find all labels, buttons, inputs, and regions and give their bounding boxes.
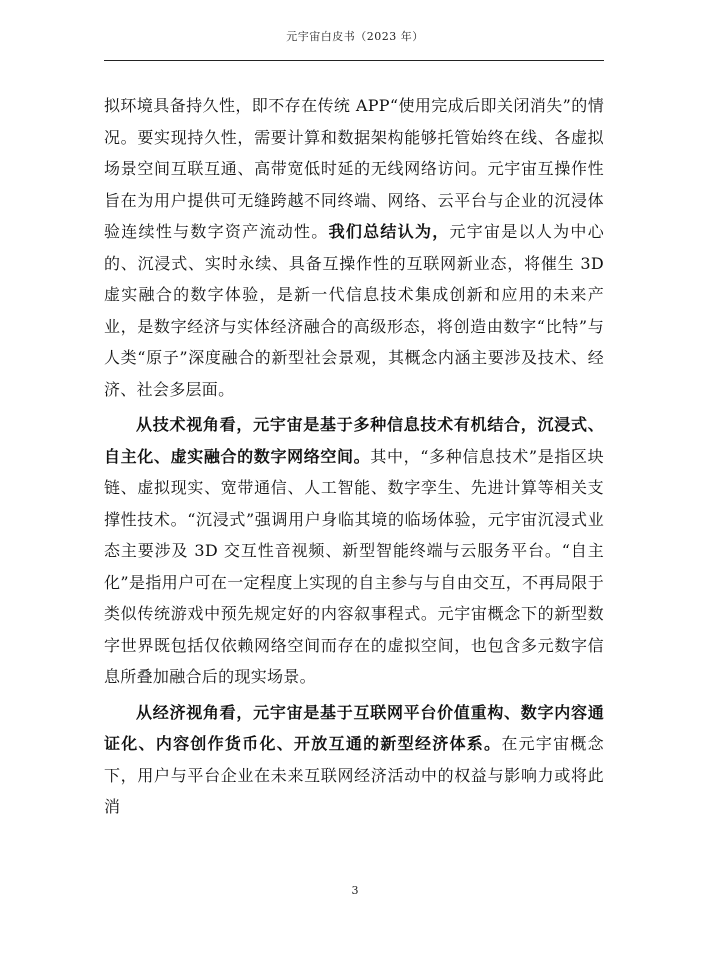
paragraph-3-text: 在元宇宙概念下，用户与平台企业在未来互联网经济活动中的权益与影响力或将此消 [104,734,604,816]
paragraph-3 [104,697,604,823]
running-header: 元宇宙白皮书（2023 年） [286,30,424,43]
paragraph-3-lead: 从经济视角看，元宇宙是基于互联网平台价值重构、数字内容通证化、内容创作货币化、开放互通的新型经济体系。 [104,702,604,753]
paragraph-1-definition: 元宇宙是以人为中心的、沉浸式、实时永续、具备互操作性的互联网新业态，将催生 3D 虚实融合的数字体验，是新一代信息技术集成创新和应用的未来产业，是数字经济与实体经济融合的高级形态，将创造由数字“比特”与人类“原子”深度融合的新型社会景观，其概念内涵主要涉及技术、经济、社会多层面。 [104,222,604,399]
paragraph-2-lead: 从技术视角看，元宇宙是基于多种信息技术有机结合，沉浸式、自主化、虚实融合的数字网络空间。 [104,415,604,466]
page-number: 3 [351,884,359,897]
paragraph-2 [104,409,604,693]
paragraph-1-text: 拟环境具备持久性，即不存在传统 APP“使用完成后即关闭消失”的情况。要实现持久性，需要计算和数据架构能够托管始终在线、各虚拟场景空间互联互通、高带宽低时延的无线网络访问。元宇宙互操作性旨在为用户提供可无缝跨越不同终端、网络、云平台与企业的沉浸体验连续性与数字资产流动性。 [104,96,604,241]
paragraph-2-text: 其中，“多种信息技术”是指区块链、虚拟现实、宽带通信、人工智能、数字孪生、先进计算等相关支撑性技术。“沉浸式”强调用户身临其境的临场体验，元宇宙沉浸式业态主要涉及 3D 交互性音视频、新型智能终端与云服务平台。“自主化”是指用户可在一定程度上实现的自主参与与自由交互，不再局限于类似传统游戏中预先规定好的内容叙事程式。元宇宙概念下的新型数字世界既包括仅依赖网络空间而存在的虚拟空间，也包含多元数字信息所叠加融合后的现实场景。 [104,446,604,686]
header-rule [104,60,604,61]
body-text [104,90,604,823]
paragraph-1-bold-summary: 我们总结认为， [328,222,450,241]
paragraph-1 [104,90,604,405]
